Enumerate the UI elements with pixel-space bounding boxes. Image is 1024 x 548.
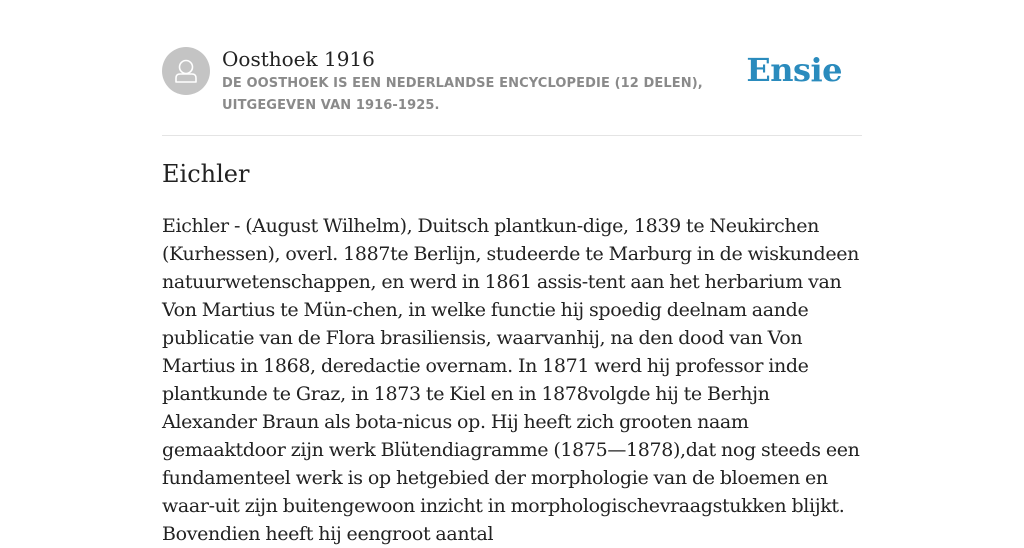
user-icon [162, 47, 210, 95]
article-title: Eichler [162, 160, 250, 188]
source-header [162, 47, 862, 135]
header-divider [162, 135, 862, 136]
avatar[interactable] [162, 47, 210, 95]
source-description: DE OOSTHOEK IS EEN NEDERLANDSE ENCYCLOPEDIE (12 DELEN), UITGEGEVEN VAN 1916-1925. [222, 76, 703, 113]
article-body: Eichler - (August Wilhelm), Duitsch plantkun-dige, 1839 te Neukirchen (Kurhessen), overl. 1887te Berlijn, studeerde te Marburg in de wiskundeen natuurwetenschappen, en werd in 1861 assis-tent aan het herbarium van Von Martius te Mün-chen, in welke functie hij spoedig deelnam aande publicatie van de Flora brasiliensis, waarvanhij, na den dood van Von Martius in 1868, deredactie overnam. In 1871 werd hij professor inde plantkunde te Graz, in 1873 te Kiel en in 1878volgde hij te Berhjn Alexander Braun als bota-nicus op. Hij heeft zich grooten naam gemaaktdoor zijn werk Blütendiagramme (1875—1878),dat nog steeds een fundamenteel werk is op hetgebied der morphologie van de bloemen en waar-uit zijn buitengewoon inzicht in morphologischevraagstukken blijkt. Bovendien heeft hij eengroot aantal [162, 215, 860, 545]
brand-logo[interactable]: Ensie [746, 51, 842, 89]
source-title[interactable]: Oosthoek 1916 [222, 47, 375, 71]
